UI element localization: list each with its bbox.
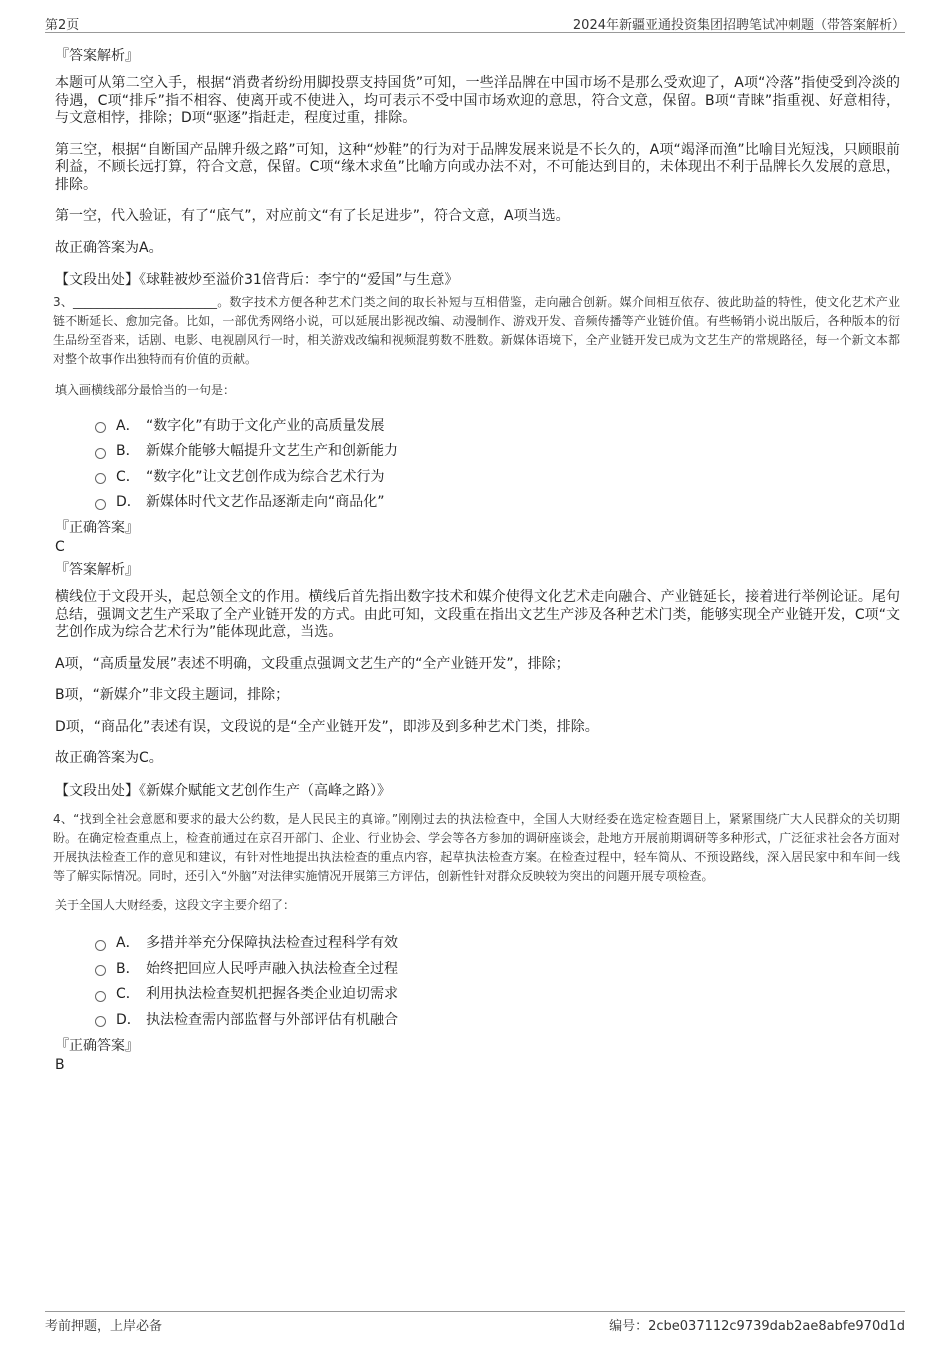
analysis-label: 『答案解析』 [55, 48, 139, 64]
question-4-options [95, 930, 900, 1032]
analysis-paragraph: A项，“高质量发展”表述不明确，文段重点强调文艺生产的“全产业链开发”，排除； [55, 655, 570, 672]
source-citation: 【文段出处】《新媒介赋能文艺创作生产（高峰之路）》 [55, 782, 391, 799]
option-b[interactable]: B． 新媒介能够大幅提升文艺生产和创新能力 [95, 438, 900, 464]
answer-blank: ________________________ [73, 295, 218, 309]
radio-button[interactable] [95, 965, 106, 976]
analysis-paragraph: D项，“商品化”表述有误，文段说的是“全产业链开发”，即涉及到多种艺术门类，排除。 [55, 718, 599, 735]
page-content [55, 42, 900, 1074]
radio-button[interactable] [95, 422, 106, 433]
document-title: 2024年新疆亚通投资集团招聘笔试冲刺题（带答案解析） [572, 18, 905, 33]
question-prompt: 填入画横线部分最恰当的一句是： [55, 383, 236, 397]
question-4-stem: 4、“找到全社会意愿和要求的最大公约数，是人民民主的真谛。”刚刚过去的执法检查中，全国人大财经委在选定检查题目上，紧紧围绕广大人民群众的关切期盼。在确定检查重点上，检查前通过在京召开部门、企业、行业协会、学会等各方参加的调研座谈会，赴地方开展前期调研等多种形式，广泛征求社会各方面对开展执法检查工作的意见和建议，有针对性地提出执法检查的重点内容，起草执法检查方案。在检查过程中，轻车简从、不预设路线，深入居民家中和车间一线等了解实际情况。同时，还引入“外脑”对法律实施情况开展第三方评估，创新性针对群众反映较为突出的问题开展专项检查。 [53, 811, 900, 883]
analysis-paragraph: B项，“新媒介”非文段主题词，排除； [55, 687, 290, 703]
footer-slogan: 考前押题，上岸必备 [45, 1319, 163, 1334]
radio-button[interactable] [95, 991, 106, 1002]
radio-button[interactable] [95, 940, 106, 951]
option-a[interactable]: A． 多措并举充分保障执法检查过程科学有效 [95, 930, 900, 956]
question-3-options [95, 412, 900, 514]
option-d[interactable]: D． 新媒体时代文艺作品逐渐走向“商品化” [95, 489, 900, 515]
analysis-paragraph: 第一空，代入验证，有了“底气”，对应前文“有了长足进步”，符合文意，A项当选。 [55, 208, 570, 224]
analysis-paragraph: 本题可从第二空入手，根据“消费者纷纷用脚投票支持国货”可知，一些洋品牌在中国市场不是那么受欢迎了，A项“冷落”指使受到冷淡的待遇，C项“排斥”指不相容、使离开或不使进入，均可表示不受中国市场欢迎的意思，符合文意，保留。B项“青睐”指重视、好意相待，与文意相悖，排除；D项“驱逐”指赶走，程度过重，排除。 [55, 75, 900, 126]
option-d[interactable]: D． 执法检查需内部监督与外部评估有机融合 [95, 1006, 900, 1032]
radio-button[interactable] [95, 1016, 106, 1027]
option-c[interactable]: C． “数字化”让文艺创作成为综合艺术行为 [95, 463, 900, 489]
correct-answer: C [55, 539, 65, 555]
correct-answer-label: 『正确答案』 [55, 1037, 139, 1054]
question-text: 。数字技术方便各种艺术门类之间的取长补短与互相借鉴，走向融合创新。媒介间相互依存、彼此助益的特性，使文化艺术产业链不断延长、愈加完备。比如，一部优秀网络小说，可以延展出影视改编、动漫制作、游戏开发、音频传播等产业链价值。有些畅销小说出版后，各种版本的衍生品纷至沓来，话剧、电影、电视剧风行一时，相关游戏改编和视频混剪数不胜数。新媒体语境下，全产业链开发已成为文艺生产的常规路径，每一个新文本都对整个故事作出独特而有价值的贡献。 [53, 295, 900, 366]
analysis-paragraph: 横线位于文段开头，起总领全文的作用。横线后首先指出数字技术和媒介使得文化艺术走向融合、产业链延长，接着进行举例论证。尾句总结，强调文艺生产采取了全产业链开发的方式。由此可知，文段重在指出文艺生产涉及各种艺术门类，能够实现全产业链开发，C项“文艺创作成为综合艺术行为”能体现此意，当选。 [55, 589, 900, 640]
question-prompt: 关于全国人大财经委，这段文字主要介绍了： [55, 897, 296, 912]
question-3-stem [53, 293, 900, 369]
source-citation: 【文段出处】《球鞋被炒至溢价31倍背后：李宁的“爱国”与生意》 [55, 272, 459, 288]
page-header [45, 12, 905, 33]
correct-answer-label: 『正确答案』 [55, 520, 139, 536]
correct-answer: B [55, 1056, 65, 1073]
radio-button[interactable] [95, 473, 106, 484]
option-c[interactable]: C． 利用执法检查契机把握各类企业迫切需求 [95, 981, 900, 1007]
page-footer [45, 1311, 905, 1334]
option-a[interactable]: A． “数字化”有助于文化产业的高质量发展 [95, 412, 900, 438]
analysis-paragraph: 第三空，根据“自断国产品牌升级之路”可知，这种“炒鞋”的行为对于品牌发展来说是不长久的，A项“竭泽而渔”比喻目光短浅，只顾眼前利益，不顾长远打算，符合文意，保留。C项“缘木求鱼”比喻方向或办法不对，不可能达到目的，未体现出不利于品牌长久发展的意思，排除。 [55, 141, 900, 193]
question-number: 3、 [53, 295, 74, 309]
page-number: 第2页 [45, 18, 80, 33]
option-b[interactable]: B． 始终把回应人民呼声融入执法检查全过程 [95, 955, 900, 981]
radio-button[interactable] [95, 448, 106, 459]
analysis-label: 『答案解析』 [55, 562, 139, 578]
analysis-conclusion: 故正确答案为C。 [55, 750, 163, 766]
document-id: 编号：2cbe037112c9739dab2ae8abfe970d1d [609, 1319, 905, 1334]
analysis-conclusion: 故正确答案为A。 [55, 239, 163, 256]
radio-button[interactable] [95, 499, 106, 510]
